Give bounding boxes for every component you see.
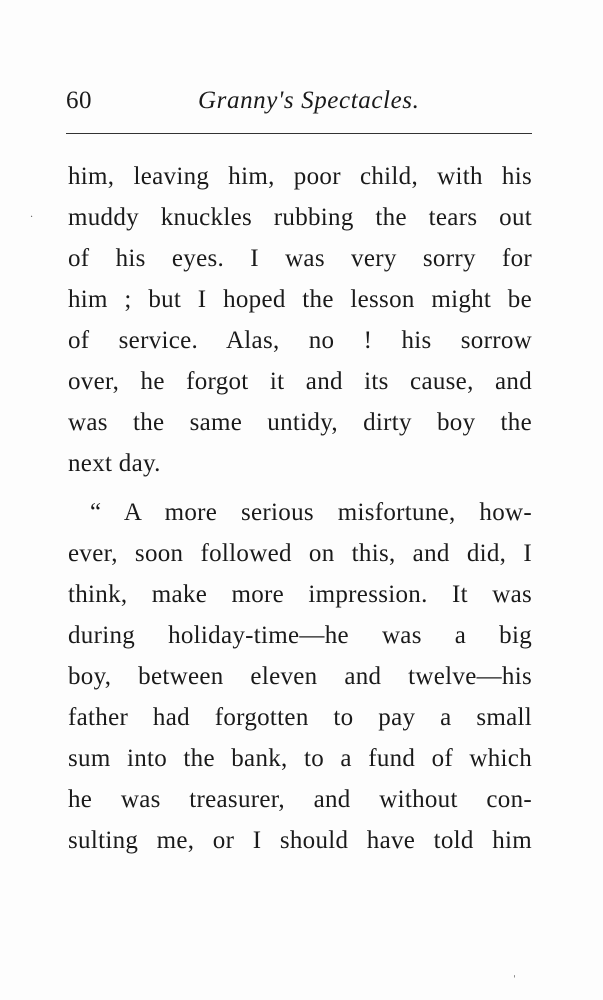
page-number: 60 [66, 87, 92, 114]
text-line: boy, between eleven and twelve—his [68, 663, 532, 690]
print-speck: · [30, 212, 34, 223]
print-speck: ˌ [513, 968, 516, 979]
text-line: next day. [68, 450, 161, 477]
text-line: muddy knuckles rubbing the tears out [68, 204, 532, 231]
text-line: over, he forgot it and its cause, and [68, 368, 532, 395]
body-text [68, 156, 532, 861]
text-line: think, make more impression. It was [68, 581, 532, 608]
running-title: Granny's Spectacles. [198, 87, 420, 114]
paragraph-2 [68, 492, 532, 861]
running-head [66, 86, 532, 120]
paragraph-1 [68, 156, 532, 484]
text-line: during holiday-time—he was a big [68, 622, 532, 649]
text-line: he was treasurer, and without con- [68, 786, 532, 813]
text-line: father had forgotten to pay a small [68, 704, 532, 731]
text-line: him ; but I hoped the lesson might be [68, 286, 532, 313]
text-line: sum into the bank, to a fund of which [68, 745, 532, 772]
header-rule [66, 133, 532, 134]
text-line: of service. Alas, no ! his sorrow [68, 327, 532, 354]
text-line: ever, soon followed on this, and did, I [68, 540, 532, 567]
text-line: sulting me, or I should have told him [68, 827, 532, 854]
text-line: him, leaving him, poor child, with his [68, 163, 532, 190]
text-line: of his eyes. I was very sorry for [68, 245, 532, 272]
text-line: “ A more serious misfortune, how- [90, 499, 532, 526]
paragraph-gap [68, 484, 532, 492]
text-line: was the same untidy, dirty boy the [68, 409, 532, 436]
